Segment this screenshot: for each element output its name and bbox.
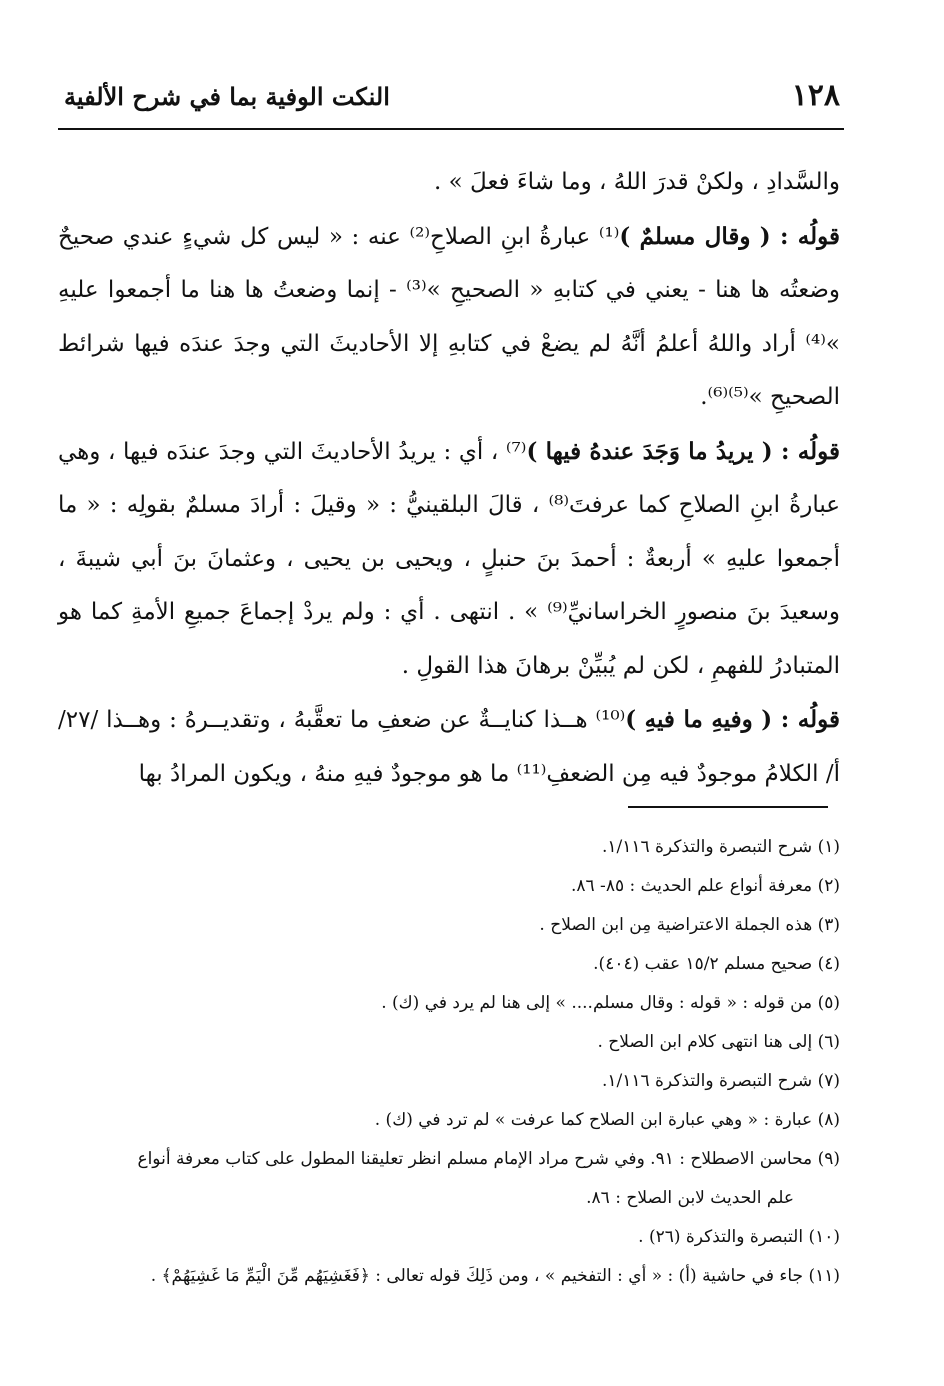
footnote-number: (١) bbox=[817, 837, 840, 857]
paragraph-lemma: قولُه : ( وفيهِ ما فيهِ ) bbox=[625, 706, 841, 733]
footnote bbox=[40, 1062, 840, 1101]
footnote bbox=[40, 984, 840, 1023]
page-number: ١٢٨ bbox=[791, 78, 840, 113]
footnote bbox=[40, 1101, 840, 1140]
footnote-number: (٣) bbox=[817, 915, 840, 935]
footnote-number: (٧) bbox=[817, 1071, 840, 1091]
footnote-text: هذه الجملة الاعتراضية مِن ابن الصلاح . bbox=[539, 915, 813, 935]
paragraph-lemma: قولُه : ( يريدُ ما وَجَدَ عندهُ فيها ) bbox=[526, 437, 840, 465]
running-title: النكت الوفية بما في شرح الألفية bbox=[64, 82, 390, 111]
paragraph-text: ⁽¹⁾ عبارةُ ابنِ الصلاحِ⁽²⁾ عنه : « ليس كل شيءٍ عندي صحيحٌ وضعتُه ها هنا - يعني في كتابهِ « الصحيحِ »⁽³⁾ - إنما وضعتُ ها هنا ما أجمعوا عليهِ »⁽⁴⁾ أراد واللهُ أعلمُ أنَّهُ لم يضعْ في كتابهِ إلا الأحاديثَ التي وجدَ عندَه فيها شرائط الصحيحِ »⁽⁵⁾⁽⁶⁾. bbox=[58, 223, 841, 410]
footnote-text: عبارة : « وهي عبارة ابن الصلاح كما عرفت » لم ترد في (ك) . bbox=[374, 1110, 813, 1130]
footnote-text: التبصرة والتذكرة (٢٦) . bbox=[638, 1227, 804, 1247]
footnote-text: شرح التبصرة والتذكرة ١/١١٦. bbox=[601, 837, 813, 857]
footnote-text: صحيح مسلم ١٥/٢ عقب (٤٠٤). bbox=[593, 954, 813, 974]
footnote-text: إلى هنا انتهى كلام ابن الصلاح . bbox=[597, 1032, 813, 1052]
paragraph-lemma: قولُه : ( وقال مسلمٌ ) bbox=[619, 222, 840, 250]
footnote bbox=[40, 828, 840, 867]
paragraph-text: والسَّدادِ ، ولكنْ قدرَ اللهُ ، وما شاءَ فعلَ » . bbox=[434, 169, 840, 195]
paragraph-text: ⁽⁷⁾ ، أي : يريدُ الأحاديثَ التي وجدَ عندَه فيها ، وهي عبارةُ ابنِ الصلاحِ كما عرفتَ⁽⁸⁾ ، قالَ البلقينيُّ : « وقيلَ : أرادَ مسلمٌ بقولِه : « ما أجمعوا عليهِ » أربعةٌ : أحمدَ بنَ حنبلٍ ، ويحيى بن يحيى ، وعثمانَ بنَ أبي شيبةَ ، وسعيدَ بنَ منصورٍ الخراسانيِّ⁽⁹⁾ » . انتهى . أي : ولم يردْ إجماعَ جميعِ الأمةِ كما هو المتبادرُ للفهمِ ، لكن لم يُبيِّنْ برهانَ هذا القولِ . bbox=[58, 438, 841, 679]
footnote-number: (٢) bbox=[817, 876, 840, 896]
footnote bbox=[40, 945, 840, 984]
footnote-number: (٥) bbox=[817, 993, 840, 1013]
paragraph bbox=[58, 425, 840, 694]
paragraph bbox=[58, 693, 840, 801]
footnote-number: (٤) bbox=[817, 954, 840, 974]
footnote-text: شرح التبصرة والتذكرة ١/١١٦. bbox=[601, 1071, 813, 1091]
footnote bbox=[40, 906, 840, 945]
footnote-text: معرفة أنواع علم الحديث : ٨٥- ٨٦. bbox=[570, 876, 813, 896]
main-text bbox=[58, 156, 840, 801]
footnote-number: (١١) bbox=[808, 1266, 840, 1286]
footnote bbox=[40, 1023, 840, 1062]
paragraph-text: ⁽¹⁰⁾ هــذا كنايــةٌ عن ضعفِ ما تعقَّبهُ ، وتقديــرهُ : وهــذا /٢٧/أ/ الكلامُ موجودٌ فيه مِن الضعفِ⁽¹¹⁾ ما هو موجودٌ فيهِ منهُ ، ويكون المرادُ بها bbox=[58, 707, 840, 787]
page-header bbox=[58, 78, 840, 126]
footnote bbox=[40, 1257, 840, 1296]
footnote-continuation: علم الحديث لابن الصلاح : ٨٦. bbox=[586, 1188, 794, 1208]
footnote-text: جاء في حاشية (أ) : « أي : التفخيم » ، ومن ذَلِكَ قوله تعالى : ﴿فَغَشِيَهُم مِّنَ الْيَمِّ مَا غَشِيَهُمْ﴾ . bbox=[150, 1266, 804, 1286]
footnote-number: (٨) bbox=[817, 1110, 840, 1130]
footnote bbox=[40, 1218, 840, 1257]
header-rule bbox=[58, 128, 844, 130]
footnote bbox=[40, 1140, 840, 1179]
footnote-text: من قوله : « قوله : وقال مسلم.... » إلى هنا لم يرد في (ك) . bbox=[381, 993, 813, 1013]
footnote-number: (٦) bbox=[817, 1032, 840, 1052]
footnote-number: (١٠) bbox=[808, 1227, 840, 1247]
footnote-separator bbox=[628, 806, 828, 808]
footnote-number: (٩) bbox=[817, 1149, 840, 1169]
paragraph bbox=[58, 210, 840, 425]
footnote bbox=[40, 867, 840, 906]
footnote-text: محاسن الاصطلاح : ٩١. وفي شرح مراد الإمام مسلم انظر تعليقنا المطول على كتاب معرفة أنواع bbox=[137, 1149, 813, 1169]
footnotes bbox=[40, 828, 840, 1296]
paragraph bbox=[58, 156, 840, 210]
